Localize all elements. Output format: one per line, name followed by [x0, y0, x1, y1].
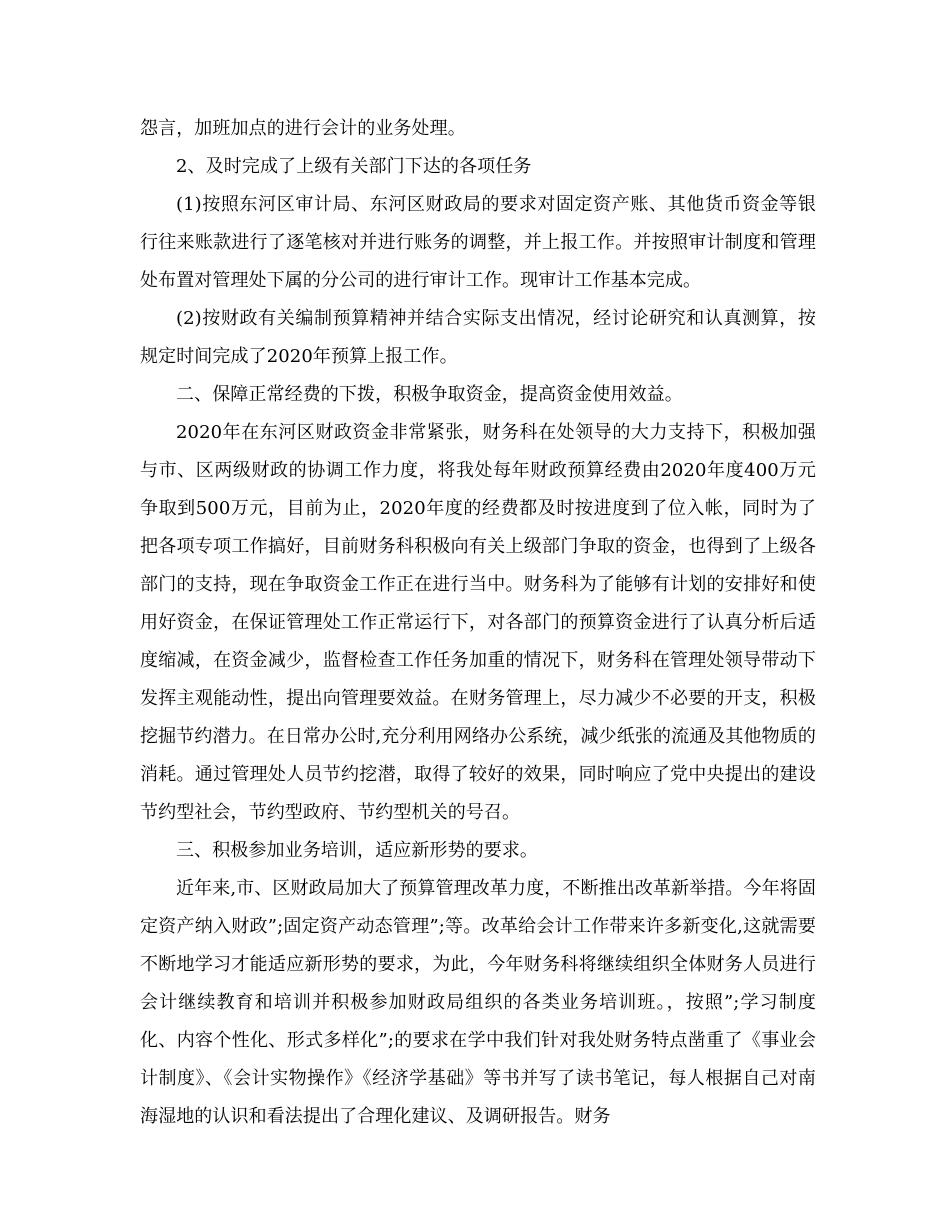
paragraph-training: 近年来,市、区财政局加大了预算管理改革力度，不断推出改革新举措。今年将固定资产纳入财政”;固定资产动态管理”;等。改革给会计工作带来许多新变化,这就需要不断地学习才能适应新形势的要求，为此，今年财务科将继续组织全体财务人员进行会计继续教育和培训并积极参加财政局组织的各类业务培训班。，按照”;学习制度化、内容个性化、形式多样化”;的要求在学中我们针对我处财务特点凿重了《事业会计制度》、《会计实物操作》《经济学基础》等书并写了读书笔记，每人根据自己对南海湿地的认识和看法提出了合理化建议、及调研报告。财务	[140, 878, 816, 1127]
paragraph-heading-two: 二、保障正常经费的下拨，积极争取资金，提高资金使用效益。	[176, 384, 683, 405]
paragraph-section-2-heading: 2、及时完成了上级有关部门下达的各项任务	[176, 156, 532, 177]
paragraph-item-1: (1)按照东河区审计局、东河区财政局的要求对固定资产账、其他货币资金等银行往来账款进行了逐笔核对并进行账务的调整，并上报工作。并按照审计制度和管理处布置对管理处下属的分公司的进行审计工作。现审计工作基本完成。	[140, 194, 816, 291]
paragraph-continuation: 怨言，加班加点的进行会计的业务处理。	[140, 118, 466, 139]
paragraph-funding: 2020年在东河区财政资金非常紧张，财务科在处领导的大力支持下，积极加强与市、区两级财政的协调工作力度，将我处每年财政预算经费由2020年度400万元争取到500万元，目前为止，2020年度的经费都及时按进度到了位入帐，同时为了把各项专项工作搞好，目前财务科积极向有关上级部门争取的资金，也得到了上级各部门的支持，现在争取资金工作正在进行当中。财务科为了能够有计划的安排好和使用好资金，在保证管理处工作正常运行下，对各部门的预算资金进行了认真分析后适度缩减，在资金减少，监督检查工作任务加重的情况下，财务科在管理处领导带动下发挥主观能动性，提出向管理要效益。在财务管理上，尽力减少不必要的开支，积极挖掘节约潜力。在日常办公时,充分利用网络办公系统，减少纸张的流通及其他物质的消耗。通过管理处人员节约挖潜，取得了较好的效果，同时响应了党中央提出的建设节约型社会，节约型政府、节约型机关的号召。	[140, 422, 816, 823]
paragraph-heading-three: 三、积极参加业务培训，适应新形势的要求。	[176, 840, 538, 861]
document-page	[140, 110, 816, 1136]
paragraph-item-2: (2)按财政有关编制预算精神并结合实际支出情况，经讨论研究和认真测算，按规定时间完成了2020年预算上报工作。	[140, 308, 816, 367]
